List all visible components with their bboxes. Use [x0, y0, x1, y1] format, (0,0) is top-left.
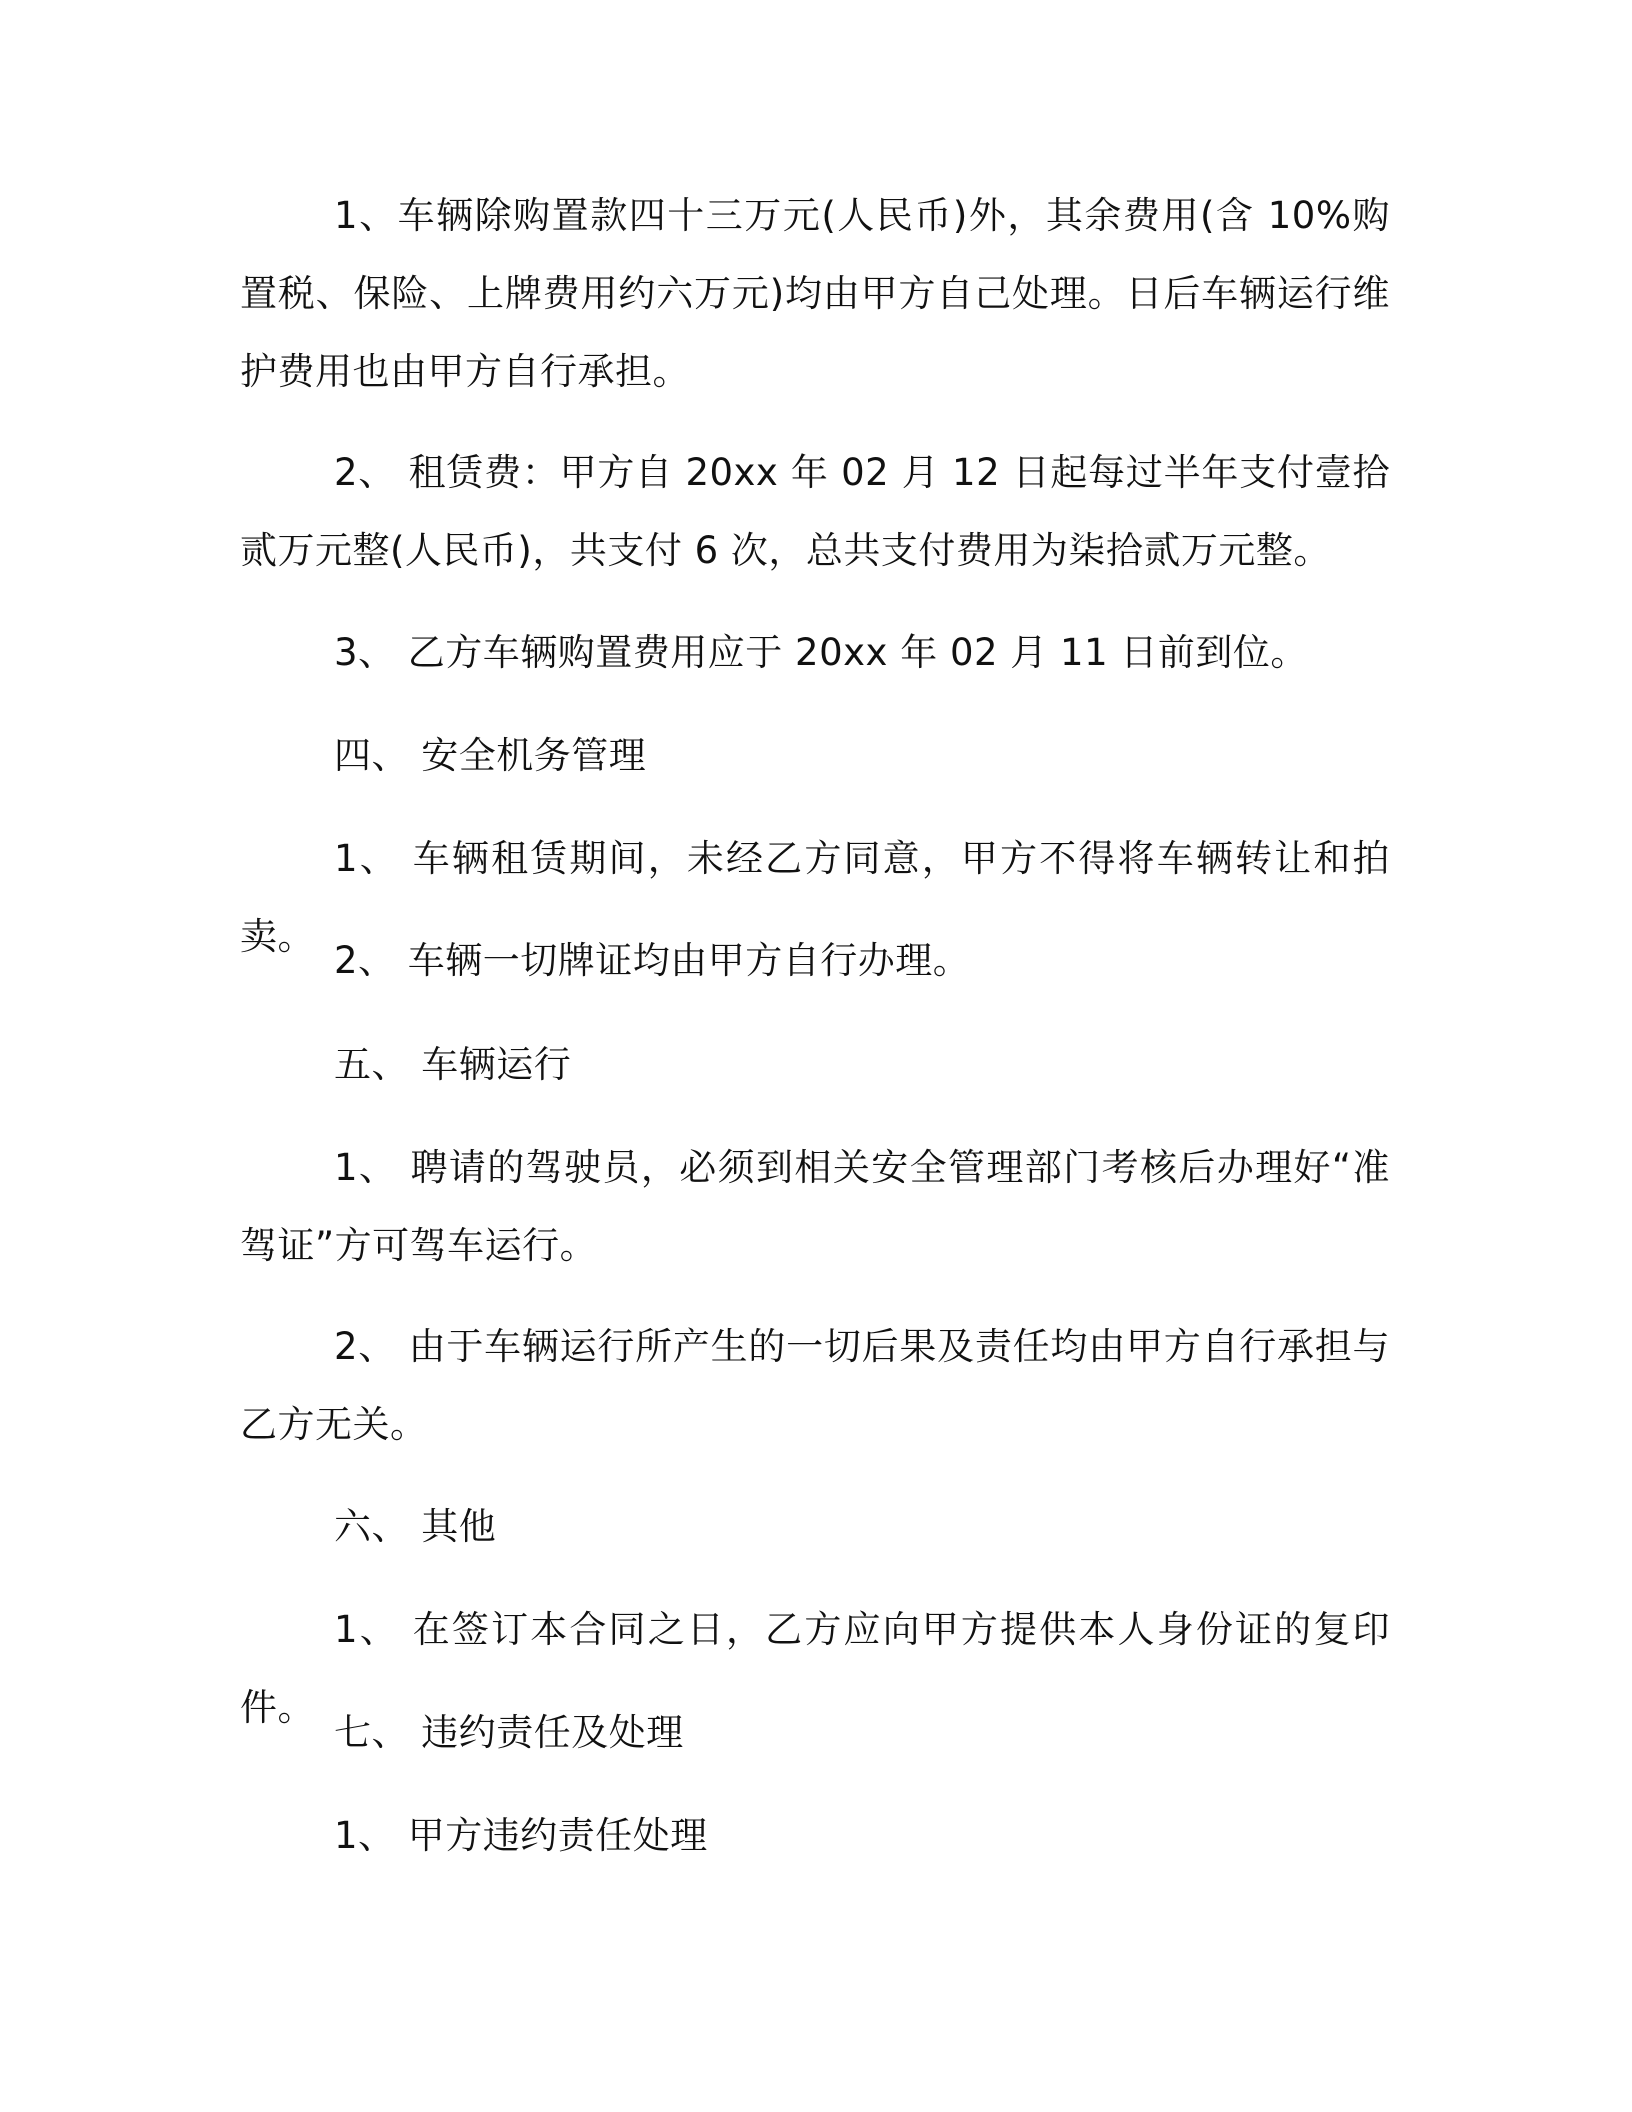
clause-breach-party-a-paragraph: 1、 甲方违约责任处理 — [334, 1814, 708, 1857]
clause-fees-paragraph: 1、车辆除购置款四十三万元(人民币)外，其余费用(含 10%购置税、保险、上牌费用约六万元)均由甲方自己处理。日后车辆运行维护费用也由甲方自行承担。 — [240, 194, 1390, 393]
clause-licenses-paragraph: 2、 车辆一切牌证均由甲方自行办理。 — [334, 939, 971, 982]
clause-no-transfer-paragraph: 1、 车辆租赁期间，未经乙方同意，甲方不得将车辆转让和拍卖。 — [240, 837, 1390, 958]
section-heading-operation: 五、 车辆运行 — [334, 1043, 572, 1086]
section-heading-safety: 四、 安全机务管理 — [334, 734, 647, 777]
clause-rent-paragraph: 2、 租赁费：甲方自 20xx 年 02 月 12 日起每过半年支付壹拾贰万元整(人民币)，共支付 6 次，总共支付费用为柒拾贰万元整。 — [240, 451, 1390, 572]
section-heading-other: 六、 其他 — [334, 1505, 497, 1548]
clause-id-copy-paragraph: 1、 在签订本合同之日，乙方应向甲方提供本人身份证的复印件。 — [240, 1608, 1390, 1729]
clause-liability-paragraph: 2、 由于车辆运行所产生的一切后果及责任均由甲方自行承担与乙方无关。 — [240, 1325, 1390, 1446]
clause-driver-paragraph: 1、 聘请的驾驶员，必须到相关安全管理部门考核后办理好“准驾证”方可驾车运行。 — [240, 1146, 1390, 1267]
clause-purchase-deadline-paragraph: 3、 乙方车辆购置费用应于 20xx 年 02 月 11 日前到位。 — [334, 631, 1308, 674]
section-heading-breach: 七、 违约责任及处理 — [334, 1711, 684, 1754]
